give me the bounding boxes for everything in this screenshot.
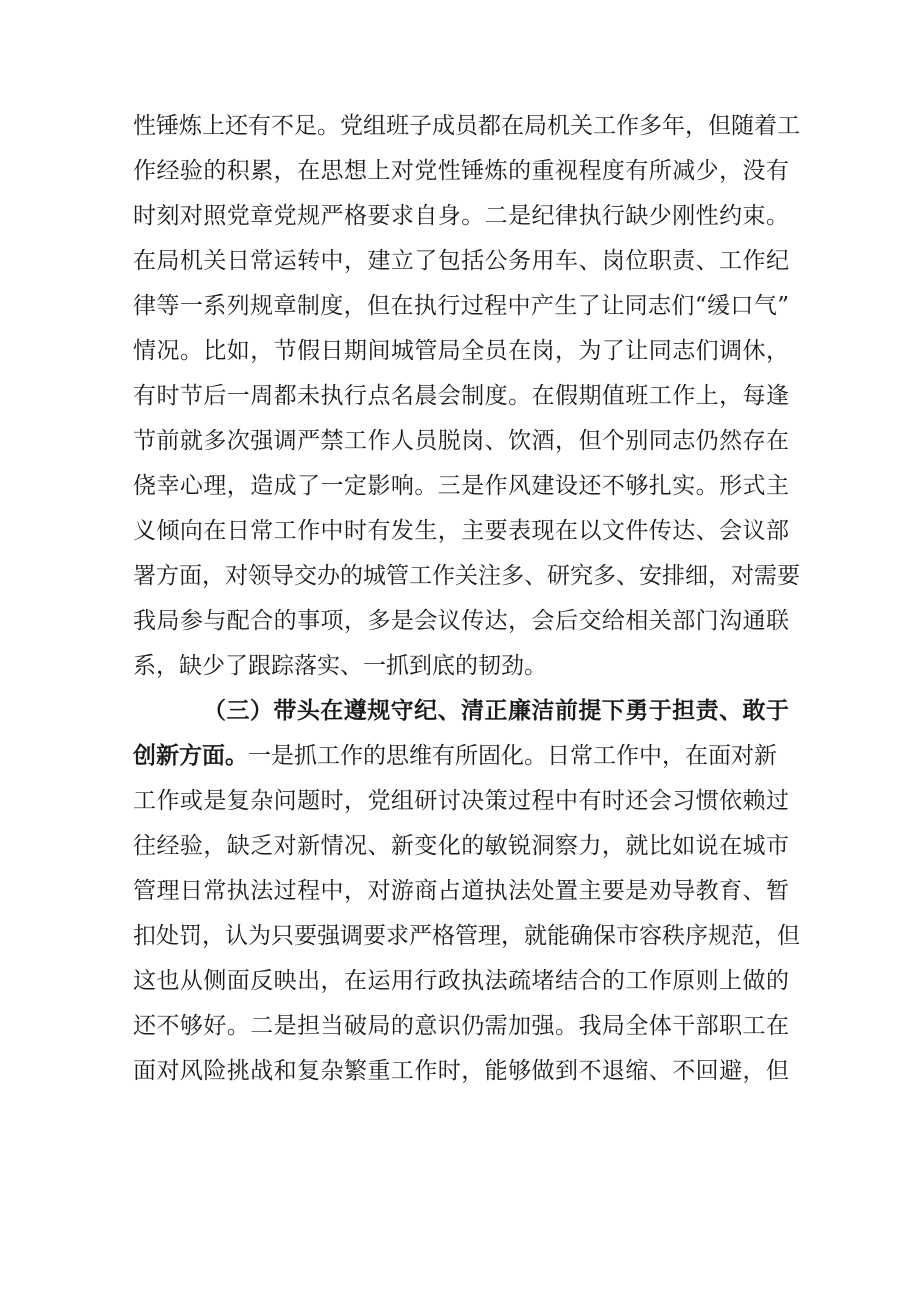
- text-line-18: 管理日常执法过程中，对游商占道执法处置主要是劝导教育、暂: [133, 878, 789, 904]
- section-heading-3-end: 创新方面。: [133, 742, 248, 769]
- text-line-12: 我局参与配合的事项，多是会议传达，会后交给相关部门沟通联: [133, 608, 789, 634]
- text-line-10: 义倾向在日常工作中时有发生，主要表现在以文件传达、会议部: [133, 518, 789, 544]
- text-line-4: 在局机关日常运转中，建立了包括公务用车、岗位职责、工作纪: [133, 248, 789, 274]
- text-line-13: 系，缺少了跟踪落实、一抓到底的韧劲。: [133, 653, 547, 679]
- section-heading-3: （三）带头在遵规守纪、清正廉洁前提下勇于担责、敢于: [203, 697, 789, 724]
- text-line-8: 节前就多次强调严禁工作人员脱岗、饮酒，但个别同志仍然存在: [133, 428, 789, 454]
- text-line-1: 性锤炼上还有不足。党组班子成员都在局机关工作多年，但随着工: [133, 113, 800, 139]
- section-heading-3-continuation: [133, 734, 789, 778]
- text-line-20: 这也从侧面反映出，在运用行政执法疏堵结合的工作原则上做的: [133, 968, 789, 994]
- text-line-17: 往经验，缺乏对新情况、新变化的敏锐洞察力，就比如说在城市: [133, 833, 789, 859]
- text-line-7: 有时节后一周都未执行点名晨会制度。在假期值班工作上，每逢: [133, 383, 789, 409]
- text-line-22: 面对风险挑战和复杂繁重工作时，能够做到不退缩、不回避，但: [133, 1058, 789, 1084]
- text-line-3: 时刻对照党章党规严格要求自身。二是纪律执行缺少刚性约束。: [133, 203, 789, 229]
- text-line-6: 情况。比如，节假日期间城管局全员在岗，为了让同志们调休，: [133, 338, 789, 364]
- text-line-15: 一是抓工作的思维有所固化。日常工作中，在面对新: [248, 743, 777, 769]
- text-line-9: 侥幸心理，造成了一定影响。三是作风建设还不够扎实。形式主: [133, 473, 789, 499]
- text-line-2: 作经验的积累，在思想上对党性锤炼的重视程度有所减少，没有: [133, 158, 789, 184]
- text-line-11: 署方面，对领导交办的城管工作关注多、研究多、安排细，对需要: [133, 563, 800, 589]
- text-line-21: 还不够好。二是担当破局的意识仍需加强。我局全体干部职工在: [133, 1013, 789, 1039]
- text-line-16: 工作或是复杂问题时，党组研讨决策过程中有时还会习惯依赖过: [133, 788, 789, 814]
- text-line-19: 扣处罚，认为只要强调要求严格管理，就能确保市容秩序规范，但: [133, 923, 800, 949]
- text-line-5: 律等一系列规章制度，但在执行过程中产生了让同志们“缓口气”: [133, 293, 789, 319]
